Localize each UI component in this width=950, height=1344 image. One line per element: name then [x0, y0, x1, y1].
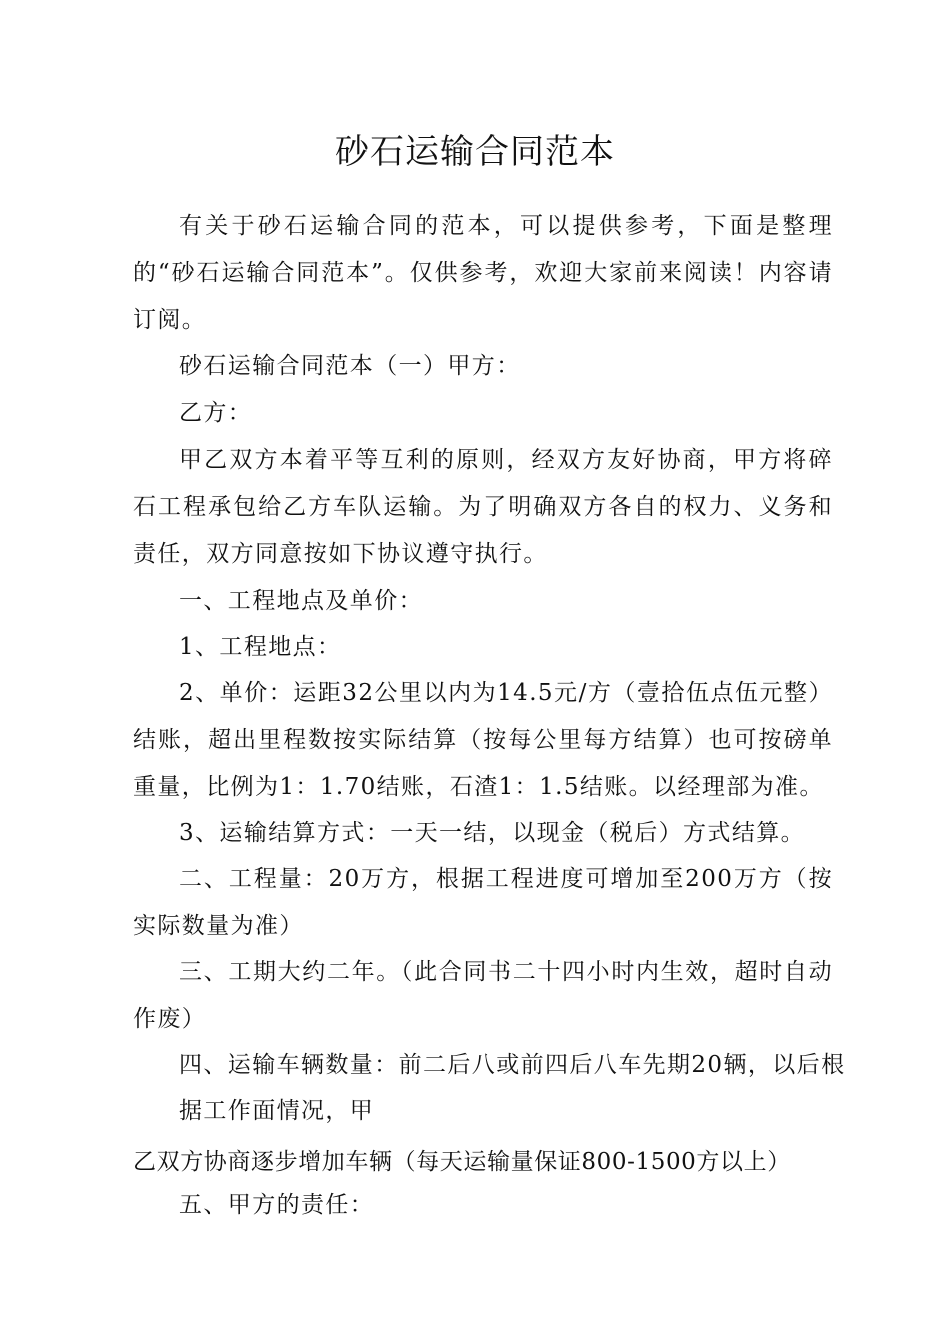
document-title: 砂石运输合同范本	[335, 132, 615, 172]
preamble-paragraph: 甲乙双方本着平等互利的原则，经双方友好协商，甲方将碎石工程承包给乙方车队运输。为了明确双方各自的权力、义务和责任，双方同意按如下协议遵守执行。	[133, 447, 833, 567]
clause-4-line-2: 据工作面情况，甲	[179, 1098, 375, 1124]
clause-4-line-1: 四、运输车辆数量：前二后八或前四后八车先期20辆，以后根	[179, 1052, 846, 1078]
clause-1-heading: 一、工程地点及单价：	[179, 588, 423, 614]
clause-1-2: 2、单价：运距32公里以内为14.5元/方（壹拾伍点伍元整）结账，超出里程数按实际结算（按每公里每方结算）也可按磅单重量，比例为1：1.70结账，石渣1：1.5结账。以经理部为准。	[133, 680, 833, 800]
clause-1-3: 3、运输结算方式：一天一结，以现金（税后）方式结算。	[179, 820, 806, 846]
party-b-line: 乙方：	[179, 400, 253, 426]
intro-paragraph: 有关于砂石运输合同的范本，可以提供参考，下面是整理的“砂石运输合同范本”。仅供参考，欢迎大家前来阅读！内容请订阅。	[133, 213, 833, 333]
clause-4-line-3: 乙双方协商逐步增加车辆（每天运输量保证800-1500方以上）	[133, 1149, 791, 1175]
clause-3: 三、工期大约二年。（此合同书二十四小时内生效，超时自动作废）	[133, 959, 833, 1032]
clause-2: 二、工程量：20万方，根据工程进度可增加至200万方（按实际数量为准）	[133, 866, 833, 939]
clause-1-1: 1、工程地点：	[179, 634, 342, 660]
clause-5-heading: 五、甲方的责任：	[179, 1192, 375, 1218]
section-heading: 砂石运输合同范本（一）甲方：	[179, 353, 521, 379]
